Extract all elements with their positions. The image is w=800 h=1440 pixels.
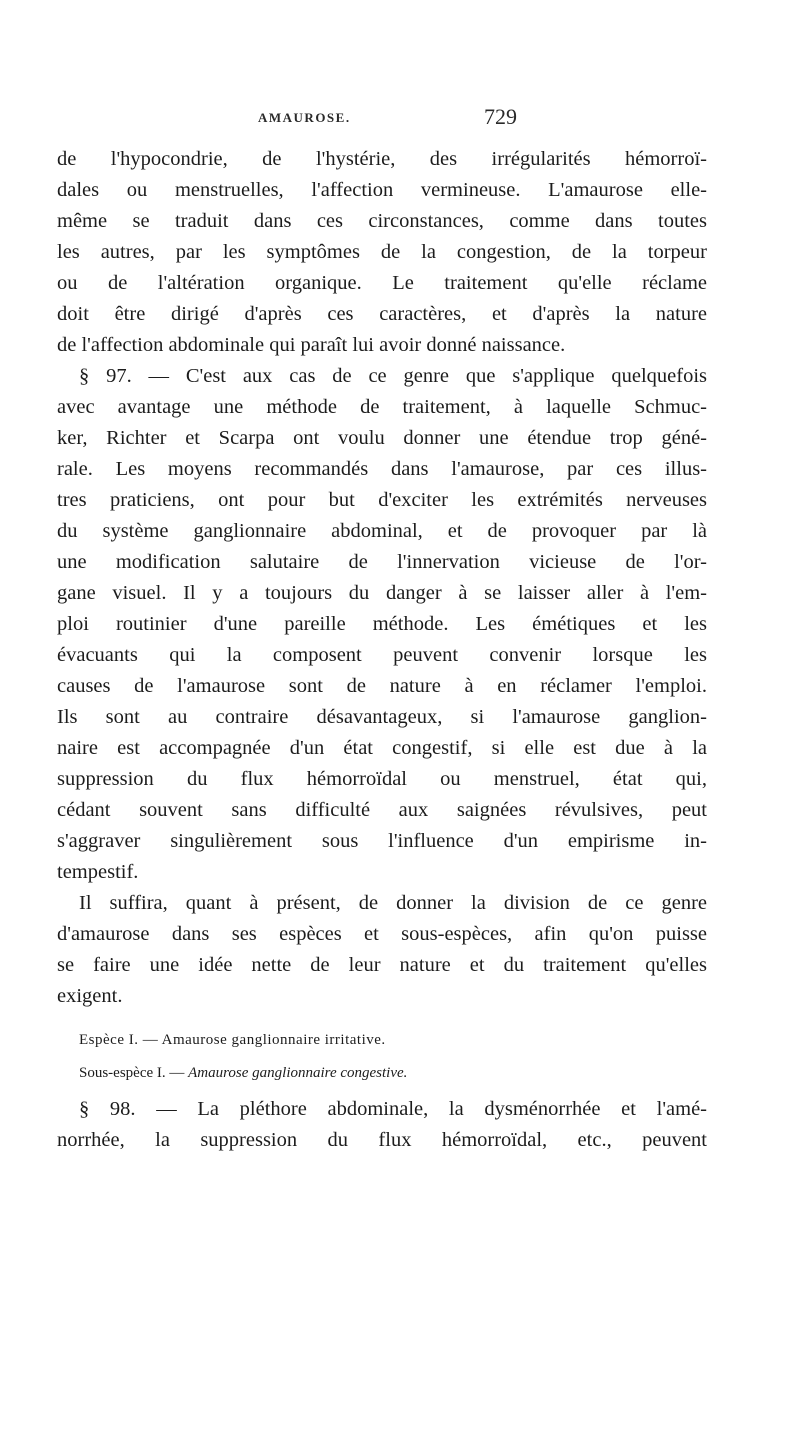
running-head: AMAUROSE. bbox=[258, 110, 351, 125]
text-line: une modification salutaire de l'innervation vicieuse de l'or- bbox=[57, 551, 707, 573]
sous-espece-title: Amaurose ganglionnaire congestive. bbox=[188, 1065, 408, 1081]
espece-heading: Espèce I. — Amaurose ganglionnaire irritative. bbox=[79, 1032, 386, 1048]
text-line: suppression du flux hémorroïdal ou menstruel, état qui, bbox=[57, 768, 707, 790]
text-line: se faire une idée nette de leur nature et du traitement qu'elles bbox=[57, 954, 707, 976]
text-line: tres praticiens, ont pour but d'exciter les extrémités nerveuses bbox=[57, 489, 707, 511]
sous-espece-label: Sous-espèce I. — bbox=[79, 1065, 189, 1081]
page-header bbox=[258, 104, 548, 134]
paragraph-start-division: Il suffira, quant à présent, de donner la division de ce genre bbox=[79, 892, 707, 914]
text-line: les autres, par les symptômes de la congestion, de la torpeur bbox=[57, 241, 707, 263]
text-line: dales ou menstruelles, l'affection vermineuse. L'amaurose elle- bbox=[57, 179, 707, 201]
text-line: doit être dirigé d'après ces caractères, et d'après la nature bbox=[57, 303, 707, 325]
sous-espece-heading bbox=[57, 1057, 707, 1090]
text-line: cédant souvent sans difficulté aux saignées révulsives, peut bbox=[57, 799, 707, 821]
paragraph-start-98: § 98. — La pléthore abdominale, la dysménorrhée et l'amé- bbox=[79, 1098, 707, 1120]
text-line: de l'hypocondrie, de l'hystérie, des irrégularités hémorroï- bbox=[57, 148, 707, 170]
text-line: norrhée, la suppression du flux hémorroïdal, etc., peuvent bbox=[57, 1129, 707, 1151]
text-line: ker, Richter et Scarpa ont voulu donner une étendue trop géné- bbox=[57, 427, 707, 449]
page-number: 729 bbox=[484, 104, 517, 129]
text-line: avec avantage une méthode de traitement, à laquelle Schmuc- bbox=[57, 396, 707, 418]
text-line: gane visuel. Il y a toujours du danger à se laisser aller à l'em- bbox=[57, 582, 707, 604]
text-line: même se traduit dans ces circonstances, comme dans toutes bbox=[57, 210, 707, 232]
text-line: ou de l'altération organique. Le traitement qu'elle réclame bbox=[57, 272, 707, 294]
text-line: évacuants qui la composent peuvent convenir lorsque les bbox=[57, 644, 707, 666]
text-line: Ils sont au contraire désavantageux, si l'amaurose ganglion- bbox=[57, 706, 707, 728]
text-line: causes de l'amaurose sont de nature à en réclamer l'emploi. bbox=[57, 675, 707, 697]
text-line: de l'affection abdominale qui paraît lui avoir donné naissance. bbox=[57, 334, 566, 356]
text-line: naire est accompagnée d'un état congestif, si elle est due à la bbox=[57, 737, 707, 759]
text-line: exigent. bbox=[57, 985, 123, 1007]
spacer bbox=[57, 1012, 707, 1024]
paragraph-start-97: § 97. — C'est aux cas de ce genre que s'applique quelquefois bbox=[79, 365, 707, 387]
body-text bbox=[57, 144, 707, 1156]
text-line: s'aggraver singulièrement sous l'influence d'un empirisme in- bbox=[57, 830, 707, 852]
text-line: du système ganglionnaire abdominal, et de provoquer par là bbox=[57, 520, 707, 542]
text-line: d'amaurose dans ses espèces et sous-espèces, afin qu'on puisse bbox=[57, 923, 707, 945]
text-line: ploi routinier d'une pareille méthode. Les émétiques et les bbox=[57, 613, 707, 635]
text-line: rale. Les moyens recommandés dans l'amaurose, par ces illus- bbox=[57, 458, 707, 480]
text-line: tempestif. bbox=[57, 861, 139, 883]
